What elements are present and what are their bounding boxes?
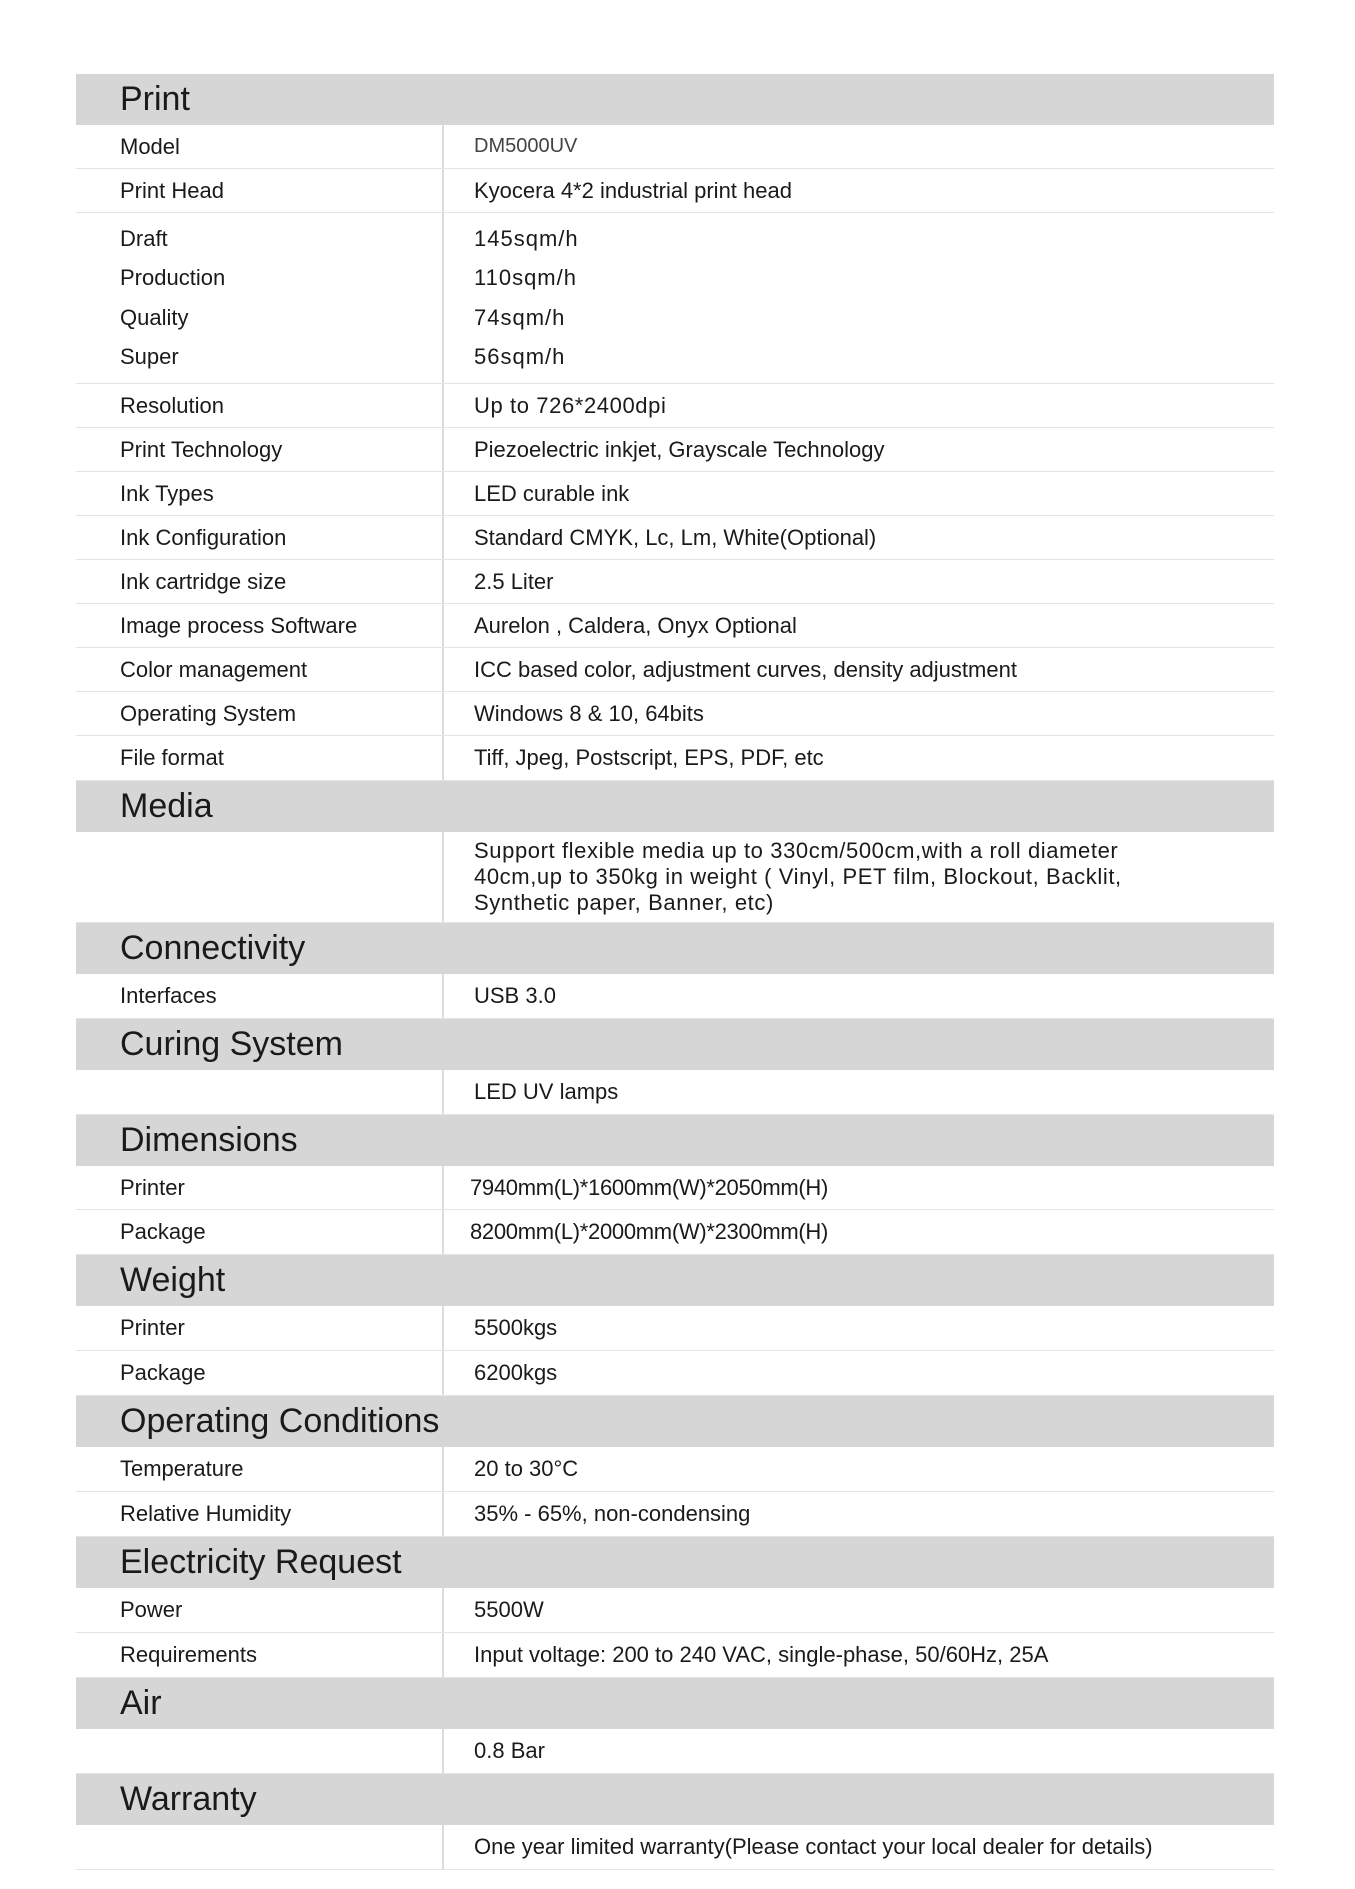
spec-row-file-format (76, 736, 1274, 781)
spec-value: USB 3.0 (474, 983, 556, 1008)
spec-value: 8200mm(L)*2000mm(W)*2300mm(H) (470, 1219, 829, 1244)
spec-row-curing (76, 1070, 1274, 1115)
spec-label: Print Head (76, 169, 444, 212)
spec-row-weight-printer (76, 1306, 1274, 1351)
spec-label: Package (76, 1351, 444, 1395)
speed-labels (76, 213, 444, 383)
spec-value-super: 56sqm/h (474, 344, 566, 370)
spec-value: ICC based color, adjustment curves, density adjustment (474, 656, 1017, 682)
spec-row-interfaces (76, 974, 1274, 1019)
spec-label: Power (76, 1588, 444, 1632)
section-header-curing: Curing System (76, 1019, 1274, 1070)
section-header-weight: Weight (76, 1255, 1274, 1306)
section-header-print: Print (76, 74, 1274, 125)
spec-value: Tiff, Jpeg, Postscript, EPS, PDF, etc (474, 745, 824, 770)
spec-label-empty (76, 1070, 444, 1114)
spec-value (444, 832, 1274, 922)
spec-label: Image process Software (76, 604, 444, 647)
section-header-electricity: Electricity Request (76, 1537, 1274, 1588)
spec-value-production: 110sqm/h (474, 265, 577, 291)
section-header-media: Media (76, 781, 1274, 832)
spec-label: Resolution (76, 384, 444, 427)
spec-label: Model (76, 125, 444, 168)
spec-value: Standard CMYK, Lc, Lm, White(Optional) (474, 524, 877, 550)
media-line-2: 40cm,up to 350kg in weight ( Vinyl, PET film, Blockout, Backlit, (474, 864, 1122, 889)
spec-row-dim-printer (76, 1166, 1274, 1210)
spec-table (76, 74, 1274, 1870)
speed-values (444, 213, 1274, 383)
spec-label-quality: Quality (120, 304, 189, 330)
spec-value: Up to 726*2400dpi (474, 392, 667, 418)
spec-row-print-speed (76, 213, 1274, 384)
spec-row-air (76, 1729, 1274, 1774)
spec-value: 2.5 Liter (474, 568, 554, 594)
spec-value-draft: 145sqm/h (474, 225, 579, 251)
spec-label-empty (76, 1729, 444, 1773)
spec-label-draft: Draft (120, 225, 168, 251)
spec-value: Piezoelectric inkjet, Grayscale Technology (474, 436, 885, 462)
spec-label: Ink Configuration (76, 516, 444, 559)
spec-label-production: Production (120, 265, 226, 291)
section-header-connectivity: Connectivity (76, 923, 1274, 974)
spec-value: 6200kgs (474, 1360, 558, 1385)
spec-value: One year limited warranty(Please contact your local dealer for details) (474, 1834, 1153, 1859)
spec-row-resolution (76, 384, 1274, 428)
spec-row-humidity (76, 1492, 1274, 1537)
spec-row-warranty (76, 1825, 1274, 1870)
spec-row-print-head (76, 169, 1274, 213)
spec-row-ink-types (76, 472, 1274, 516)
spec-value: Input voltage: 200 to 240 VAC, single-phase, 50/60Hz, 25A (474, 1642, 1049, 1667)
spec-label: File format (76, 736, 444, 780)
spec-value-quality: 74sqm/h (474, 304, 566, 330)
spec-row-requirements (76, 1633, 1274, 1678)
spec-label: Printer (76, 1306, 444, 1350)
spec-row-weight-package (76, 1351, 1274, 1396)
media-line-3: Synthetic paper, Banner, etc) (474, 890, 774, 915)
spec-row-model (76, 125, 1274, 169)
spec-value: DM5000UV (474, 135, 578, 157)
spec-value: 0.8 Bar (474, 1738, 545, 1763)
spec-label: Relative Humidity (76, 1492, 444, 1536)
spec-row-ink-config (76, 516, 1274, 560)
spec-label: Operating System (76, 692, 444, 735)
section-header-warranty: Warranty (76, 1774, 1274, 1825)
spec-label: Color management (76, 648, 444, 691)
spec-value: 5500W (474, 1597, 544, 1622)
spec-label-empty (76, 832, 444, 922)
spec-value: 20 to 30°C (474, 1456, 579, 1481)
spec-row-color-management (76, 648, 1274, 692)
spec-label: Temperature (76, 1447, 444, 1491)
spec-label: Printer (76, 1166, 444, 1209)
spec-row-technology (76, 428, 1274, 472)
spec-row-software (76, 604, 1274, 648)
spec-label-super: Super (120, 344, 179, 370)
spec-value: 5500kgs (474, 1315, 558, 1340)
spec-label: Requirements (76, 1633, 444, 1677)
spec-value: LED UV lamps (474, 1079, 619, 1104)
spec-row-temperature (76, 1447, 1274, 1492)
spec-value: Aurelon , Caldera, Onyx Optional (474, 612, 797, 638)
spec-label: Package (76, 1210, 444, 1254)
spec-value: 7940mm(L)*1600mm(W)*2050mm(H) (470, 1174, 829, 1200)
spec-row-power (76, 1588, 1274, 1633)
spec-row-os (76, 692, 1274, 736)
spec-row-media (76, 832, 1274, 923)
spec-value: Windows 8 & 10, 64bits (474, 700, 704, 726)
spec-label: Ink Types (76, 472, 444, 515)
section-header-air: Air (76, 1678, 1274, 1729)
spec-value: LED curable ink (474, 480, 630, 506)
spec-label: Print Technology (76, 428, 444, 471)
spec-value: 35% - 65%, non-condensing (474, 1501, 751, 1526)
spec-value: Kyocera 4*2 industrial print head (474, 177, 792, 203)
section-header-operating: Operating Conditions (76, 1396, 1274, 1447)
spec-label-empty (76, 1825, 444, 1869)
section-header-dimensions: Dimensions (76, 1115, 1274, 1166)
spec-row-dim-package (76, 1210, 1274, 1255)
spec-label: Ink cartridge size (76, 560, 444, 603)
spec-label: Interfaces (76, 974, 444, 1018)
media-line-1: Support flexible media up to 330cm/500cm,with a roll diameter (474, 838, 1119, 863)
spec-row-cartridge (76, 560, 1274, 604)
